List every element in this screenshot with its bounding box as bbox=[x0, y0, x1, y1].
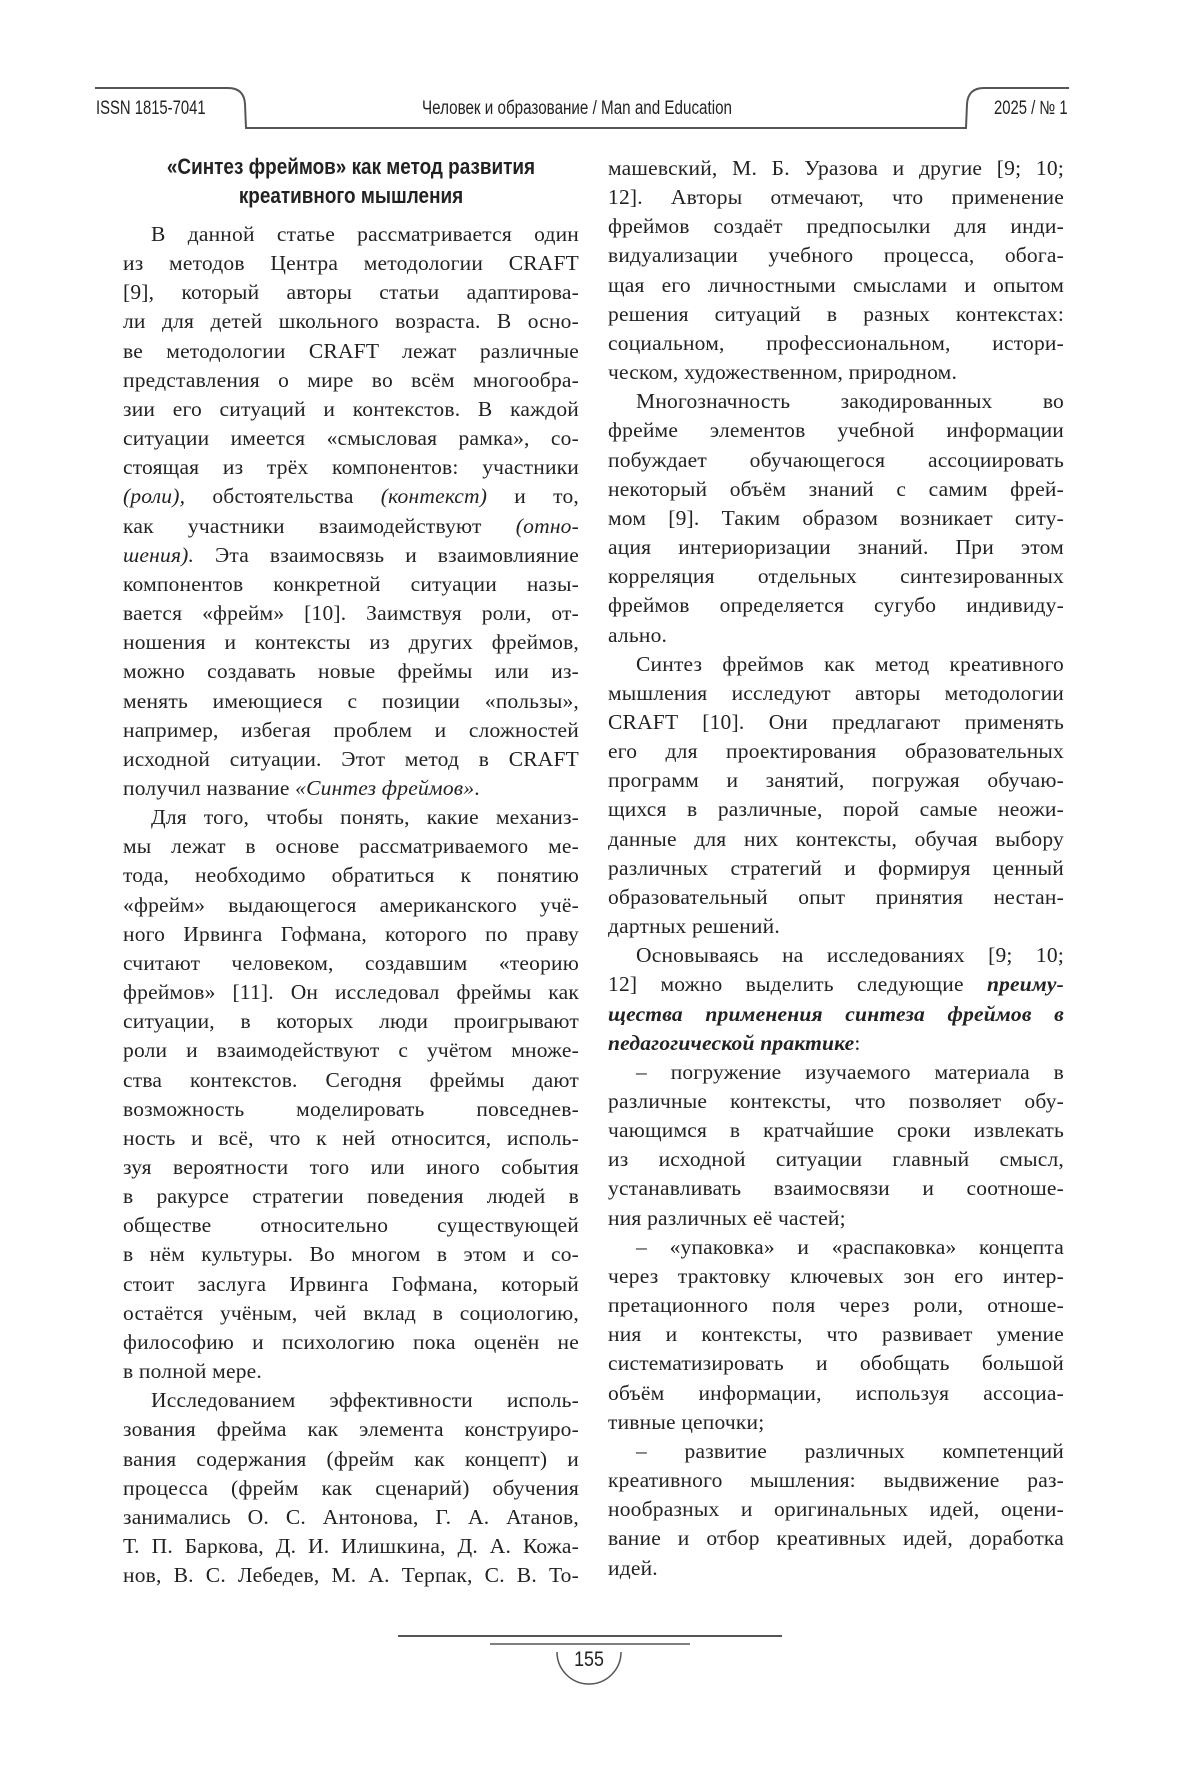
text-line: остаётся учёным, чей вклад в социологию, bbox=[123, 1299, 579, 1328]
text-line: щая его личностными смыслами и опытом bbox=[608, 271, 1064, 300]
text-line: дартных решений. bbox=[608, 912, 1064, 941]
text-line: (роли), обстоятельства (контекст) и то, bbox=[123, 482, 579, 511]
text-line: машевский, М. Б. Уразова и другие [9; 10; bbox=[608, 154, 1064, 183]
text-line: креативного мышления: выдвижение раз- bbox=[608, 1466, 1064, 1495]
text-line: мышления исследуют авторы методологии bbox=[608, 679, 1064, 708]
text-line: тивные цепочки; bbox=[608, 1408, 1064, 1437]
italic-text: (роли), bbox=[123, 484, 185, 508]
text-line: мом [9]. Таким образом возникает ситу- bbox=[608, 504, 1064, 533]
paragraph bbox=[608, 1233, 1064, 1437]
text-line: щихся в различные, порой самые неожи- bbox=[608, 795, 1064, 824]
text-line: фреймов определяется сугубо индивиду- bbox=[608, 591, 1064, 620]
text-line: из исходной ситуации главный смысл, bbox=[608, 1145, 1064, 1174]
text-line: фрейме элементов учебной информации bbox=[608, 416, 1064, 445]
journal-title: Человек и образование / Man and Education bbox=[422, 98, 732, 120]
text-line: ально. bbox=[608, 621, 1064, 650]
paragraph bbox=[123, 803, 579, 1386]
text-line: в нём культуры. Во многом в этом и со- bbox=[123, 1240, 579, 1269]
text-line: считают человеком, создавшим «теорию bbox=[123, 949, 579, 978]
text-line: через трактовку ключевых зон его интер- bbox=[608, 1262, 1064, 1291]
text-line: зуя вероятности того или иного события bbox=[123, 1153, 579, 1182]
text-line: шения). Эта взаимосвязь и взаимовлияние bbox=[123, 541, 579, 570]
text-line: Для того, чтобы понять, какие механиз- bbox=[123, 803, 579, 832]
text-line: Основываясь на исследованиях [9; 10; bbox=[608, 941, 1064, 970]
text-line: [9], который авторы статьи адаптирова- bbox=[123, 278, 579, 307]
text-line: В данной статье рассматривается один bbox=[123, 220, 579, 249]
bold-italic-text: педагогической практике bbox=[608, 1031, 854, 1055]
text-line: например, избегая проблем и сложностей bbox=[123, 716, 579, 745]
text-line: представления о мире во всём многообра- bbox=[123, 366, 579, 395]
paragraph bbox=[608, 1437, 1064, 1583]
text-line: некоторый объём знаний с самим фрей- bbox=[608, 475, 1064, 504]
paragraph bbox=[123, 1386, 579, 1590]
text-line: стоящая из трёх компонентов: участники bbox=[123, 453, 579, 482]
text-line: вания содержания (фрейм как концепт) и bbox=[123, 1445, 579, 1474]
right-column bbox=[608, 154, 1064, 1583]
italic-text: «Синтез фреймов» bbox=[295, 776, 474, 800]
text-line: претационного поля через роли, отноше- bbox=[608, 1291, 1064, 1320]
text-line: вается «фрейм» [10]. Заимствуя роли, от- bbox=[123, 599, 579, 628]
text-line: – развитие различных компетенций bbox=[608, 1437, 1064, 1466]
text-line: побуждает обучающегося ассоциировать bbox=[608, 446, 1064, 475]
text-line: мы лежат в основе рассматриваемого ме- bbox=[123, 832, 579, 861]
text-line: Исследованием эффективности исполь- bbox=[123, 1386, 579, 1415]
text-line: зии его ситуаций и контекстов. В каждой bbox=[123, 395, 579, 424]
text-line: ства контекстов. Сегодня фреймы дают bbox=[123, 1066, 579, 1095]
paragraph bbox=[608, 941, 1064, 1058]
text-line: как участники взаимодействуют (отно- bbox=[123, 512, 579, 541]
text-line: процесса (фрейм как сценарий) обучения bbox=[123, 1474, 579, 1503]
text-line: ве методологии CRAFT лежат различные bbox=[123, 337, 579, 366]
text-line: зования фрейма как элемента конструиро- bbox=[123, 1415, 579, 1444]
text-line: Синтез фреймов как метод креативного bbox=[608, 650, 1064, 679]
text-line: социальном, профессиональном, истори- bbox=[608, 329, 1064, 358]
text-line: идей. bbox=[608, 1554, 1064, 1583]
paragraph bbox=[608, 650, 1064, 942]
text-line: обществе относительно существующей bbox=[123, 1211, 579, 1240]
text-line: образовательный опыт принятия нестан- bbox=[608, 883, 1064, 912]
paragraph bbox=[123, 220, 579, 803]
text-line: ация интериоризации знаний. При этом bbox=[608, 533, 1064, 562]
text-line: роли и взаимодействуют с учётом множе- bbox=[123, 1036, 579, 1065]
text-line: ния различных её частей; bbox=[608, 1204, 1064, 1233]
text-line: устанавливать взаимосвязи и соотноше- bbox=[608, 1174, 1064, 1203]
text-line bbox=[608, 1000, 1064, 1029]
text-line: различных стратегий и формируя ценный bbox=[608, 854, 1064, 883]
text-line: видуализации учебного процесса, обога- bbox=[608, 241, 1064, 270]
issn-label: ISSN 1815-7041 bbox=[96, 98, 206, 120]
text-line: систематизировать и обобщать большой bbox=[608, 1349, 1064, 1378]
text-line: из методов Центра методологии CRAFT bbox=[123, 249, 579, 278]
text-line: в полной мере. bbox=[123, 1357, 579, 1386]
left-column bbox=[123, 220, 579, 1590]
text-line: возможность моделировать повседнев- bbox=[123, 1095, 579, 1124]
text-line: фреймов» [11]. Он исследовал фреймы как bbox=[123, 978, 579, 1007]
text-line: менять имеющиеся с позиции «пользы», bbox=[123, 687, 579, 716]
text-line: исходной ситуации. Этот метод в CRAFT bbox=[123, 745, 579, 774]
page-number: 155 bbox=[564, 1648, 615, 1672]
bold-italic-text: преиму- bbox=[987, 972, 1064, 996]
text-line: Многозначность закодированных во bbox=[608, 387, 1064, 416]
text-line: ношения и контексты из других фреймов, bbox=[123, 628, 579, 657]
italic-text: шения). bbox=[123, 543, 194, 567]
text-line: ситуации, в которых люди проигрывают bbox=[123, 1007, 579, 1036]
text-line: педагогической практике: bbox=[608, 1029, 1064, 1058]
paragraph bbox=[608, 1058, 1064, 1233]
text-line: «фрейм» выдающегося американского учё- bbox=[123, 891, 579, 920]
text-line: ситуации имеется «смысловая рамка», со- bbox=[123, 424, 579, 453]
text-line: ческом, художественном, природном. bbox=[608, 358, 1064, 387]
text-line: корреляция отдельных синтезированных bbox=[608, 562, 1064, 591]
text-line: Т. П. Баркова, Д. И. Илишкина, Д. А. Кожа- bbox=[123, 1532, 579, 1561]
bold-italic-text: щества применения синтеза фреймов в bbox=[608, 1002, 1064, 1026]
text-line: – погружение изучаемого материала в bbox=[608, 1058, 1064, 1087]
text-line: занимались О. С. Антонова, Г. А. Атанов, bbox=[123, 1503, 579, 1532]
text-line: 12]. Авторы отмечают, что применение bbox=[608, 183, 1064, 212]
text-line: можно создавать новые фреймы или из- bbox=[123, 657, 579, 686]
text-line: вание и отбор креативных идей, доработка bbox=[608, 1524, 1064, 1553]
text-line: ность и всё, что к ней относится, исполь- bbox=[123, 1124, 579, 1153]
italic-text: (отно- bbox=[516, 514, 579, 538]
paragraph bbox=[608, 154, 1064, 387]
issue-label: 2025 / № 1 bbox=[994, 98, 1068, 120]
text-line: ли для детей школьного возраста. В осно- bbox=[123, 307, 579, 336]
text-line: программ и занятий, погружая обучаю- bbox=[608, 766, 1064, 795]
text-line: различные контексты, что позволяет обу- bbox=[608, 1087, 1064, 1116]
text-line: философию и психологию пока оценён не bbox=[123, 1328, 579, 1357]
text-line: в ракурсе стратегии поведения людей в bbox=[123, 1182, 579, 1211]
text-line: тода, необходимо обратиться к понятию bbox=[123, 861, 579, 890]
text-line: 12] можно выделить следующие преиму- bbox=[608, 970, 1064, 999]
italic-text: (контекст) bbox=[381, 484, 487, 508]
text-line: ного Ирвинга Гофмана, которого по праву bbox=[123, 920, 579, 949]
text-line: нообразных и оригинальных идей, оцени- bbox=[608, 1495, 1064, 1524]
article-title-line: «Синтез фреймов» как метод развития bbox=[155, 152, 547, 181]
text-line: ния и контексты, что развивает умение bbox=[608, 1320, 1064, 1349]
text-line: – «упаковка» и «распаковка» концепта bbox=[608, 1233, 1064, 1262]
text-line: решения ситуаций в разных контекстах: bbox=[608, 300, 1064, 329]
text-line: его для проектирования образовательных bbox=[608, 737, 1064, 766]
text-line: компонентов конкретной ситуации назы- bbox=[123, 570, 579, 599]
text-line: нов, В. С. Лебедев, М. А. Терпак, С. В. То- bbox=[123, 1561, 579, 1590]
text-line: получил название «Синтез фреймов». bbox=[123, 774, 579, 803]
article-title bbox=[123, 152, 579, 210]
paragraph bbox=[608, 387, 1064, 649]
text-line: чающимся в кратчайшие сроки извлекать bbox=[608, 1116, 1064, 1145]
text-line: данные для них контексты, обучая выбору bbox=[608, 825, 1064, 854]
text-line: фреймов создаёт предпосылки для инди- bbox=[608, 212, 1064, 241]
article-title-line: креативного мышления bbox=[155, 181, 547, 210]
text-line: CRAFT [10]. Они предлагают применять bbox=[608, 708, 1064, 737]
text-line: стоит заслуга Ирвинга Гофмана, который bbox=[123, 1270, 579, 1299]
text-line: объём информации, используя ассоциа- bbox=[608, 1379, 1064, 1408]
